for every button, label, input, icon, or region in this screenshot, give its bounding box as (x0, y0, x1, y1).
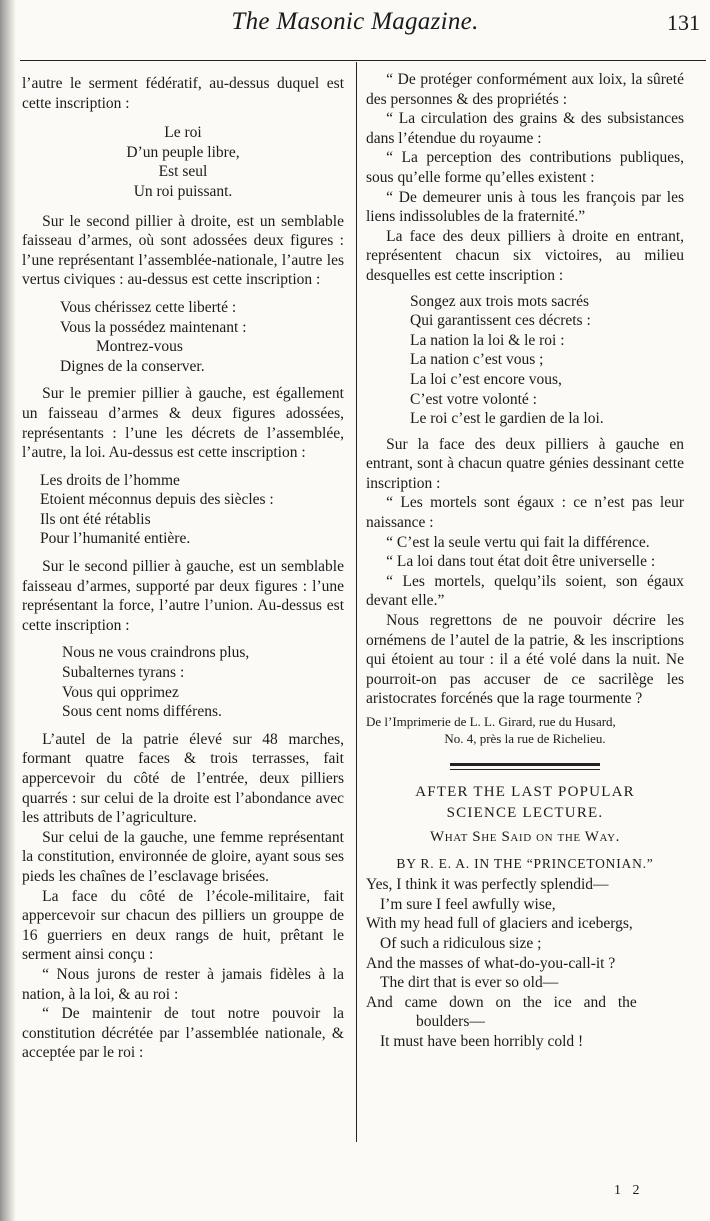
paragraph: “ Les mortels sont égaux : ce n’est pas leur naissance : (366, 494, 684, 532)
poem-line: And the masses of what-do-you-call-it ? (366, 954, 616, 972)
poem-line: boulders— (416, 1013, 485, 1031)
verse-line: Vous qui opprimez (62, 683, 179, 701)
article-title-line: AFTER THE LAST POPULAR (415, 784, 635, 800)
verse-line: La loi c’est encore vous, (410, 370, 562, 388)
binding-gutter (0, 0, 16, 1221)
inscription-verse (22, 123, 344, 201)
poem-line: I’m sure I feel awfully wise, (380, 895, 556, 913)
article-byline: BY R. E. A. IN THE “PRINCETONIAN.” (396, 855, 654, 871)
verse-line: Vous chérissez cette liberté : (60, 298, 237, 316)
paragraph: “ De maintenir de tout notre pouvoir la constitution décrétée par l’assemblée nationale, & acceptée par le roi : (22, 1005, 344, 1062)
poem-line: The dirt that is ever so old— (380, 974, 559, 992)
inscription-verse (22, 471, 344, 549)
paragraph: l’autre le serment fédératif, au-dessus duquel est cette inscription : (22, 75, 344, 112)
running-title: The Masonic Magazine. (231, 8, 479, 35)
paragraph: “ Nous jurons de rester à jamais fidèles à la nation, à la loi, & au roi : (22, 965, 344, 1003)
inscription-verse (22, 643, 344, 721)
paragraph: Nous regrettons de ne pouvoir décrire les ornémens de l’autel de la patrie, & les inscriptions qui étoient au tour : il a été volé dans la nuit. Ne pourroit-on pas accuser de ce sacrilège les aristocrates forcénés que la rage tourmente ? (366, 612, 684, 708)
verse-line: Songez aux trois mots sacrés (410, 292, 590, 310)
verse-line: Vous la possédez maintenant : (60, 318, 247, 336)
section-divider (450, 763, 600, 770)
paragraph: La face des deux pilliers à droite en entrant, représentent chacun six victoires, au milieu desquelles est cette inscription : (366, 227, 684, 284)
verse-line: Sous cent noms différens. (62, 703, 222, 721)
column-divider (356, 62, 357, 1142)
article-subtitle: What She Said on the Way. (430, 829, 620, 845)
poem (366, 875, 684, 1051)
verse-line: Le roi (164, 124, 202, 142)
paragraph: “ De protéger conformément aux loix, la sûreté des personnes & des propriétés : (366, 71, 684, 108)
paragraph: Sur le second pillier à droite, est un semblable faisseau d’armes, où sont adossées deux figures : l’une représentant l’assemblée-nationale, l’autre les vertus civiques : au-dessus est cette inscription : (22, 212, 344, 289)
inscription-verse (22, 298, 344, 376)
verse-line: Nous ne vous craindrons plus, (62, 644, 250, 662)
paragraph: “ La loi dans tout état doit être universelle : (386, 553, 656, 571)
poem-line: Of such a ridiculous size ; (380, 934, 542, 952)
signature-mark: 1 2 (614, 1183, 644, 1198)
verse-line: Les droits de l’homme (40, 471, 180, 489)
verse-line: Est seul (158, 163, 208, 181)
verse-line: La nation la loi & le roi : (410, 331, 565, 349)
paragraph: Sur le second pillier à gauche, est un semblable faisseau d’armes, supporté par deux figures : l’une représentant la force, l’autre l’union. Au-dessus est cette inscription : (22, 558, 344, 634)
paragraph: La face du côté de l’école-militaire, fait appercevoir sur chacun des pilliers un grouppe de 16 guerriers en deux rangs de huit, prêtant le serment ainsi conçu : (22, 887, 344, 964)
paragraph: Sur la face des deux pilliers à gauche en entrant, sont à chacun quatre génies dessinant cette inscription : (366, 435, 684, 492)
verse-line: Montrez-vous (96, 338, 183, 356)
imprint (366, 713, 684, 747)
divider-thick-rule (450, 763, 600, 766)
paragraph: “ Les mortels, quelqu’ils soient, son égaux devant elle.” (366, 572, 684, 610)
verse-line: Etoient méconnus depuis des siècles : (40, 491, 274, 509)
paragraph: “ De demeurer unis à tous les françois par les liens indissolubles de la fraternité.” (366, 188, 684, 226)
verse-line: Subalternes tyrans : (62, 664, 185, 682)
poem-line: Yes, I think it was perfectly splendid— (366, 876, 609, 894)
paragraph: “ La circulation des grains & des subsistances dans l’étendue du royaume : (366, 110, 684, 147)
poem-line: It must have been horribly cold ! (380, 1032, 584, 1050)
right-column (366, 70, 684, 1052)
verse-line: Pour l’humanité entière. (40, 530, 191, 548)
paragraph: “ C’est la seule vertu qui fait la différence. (386, 533, 650, 551)
divider-thin-rule (450, 769, 600, 770)
verse-line: La nation c’est vous ; (410, 351, 544, 369)
paragraph: L’autel de la patrie élevé sur 48 marches, formant quatre faces & trois terrasses, fait appercevoir du côté de l’entrée, deux pilliers quarrés : sur celui de la droite est l’abondance avec les attributs de l’agriculture. (22, 730, 344, 827)
paragraph: Sur le premier pillier à gauche, est égallement un faisseau d’armes & deux figures adossées, représentants : l’une les décrets de l’assemblée, l’autre, la loi. Au-dessus est cette inscription : (22, 385, 344, 462)
header-rule (20, 60, 706, 61)
verse-line: Le roi c’est le gardien de la loi. (410, 410, 604, 428)
verse-line: Qui garantissent ces décrets : (410, 312, 591, 330)
verse-line: Ils ont été rétablis (40, 510, 151, 528)
verse-line: C’est votre volonté : (410, 390, 537, 408)
paragraph: “ La perception des contributions publiques, sous qu’elle forme qu’elles existent : (366, 149, 684, 186)
verse-line: Un roi puissant. (133, 182, 233, 200)
left-column (22, 74, 344, 1063)
imprint-line: No. 4, près la rue de Richelieu. (444, 731, 606, 746)
paragraph: Sur celui de la gauche, une femme représentant la constitution, environnée de gloire, ayant sous ses pieds les chaînes de l’esclavage brisées. (22, 828, 344, 885)
imprint-line: De l’Imprimerie de L. L. Girard, rue du Husard, (366, 714, 616, 729)
poem-line: With my head full of glaciers and icebergs, (366, 915, 633, 933)
article-title-line: SCIENCE LECTURE. (446, 805, 604, 821)
article-title (366, 782, 684, 824)
page-header (0, 6, 710, 46)
verse-line: D’un peuple libre, (126, 143, 240, 161)
inscription-verse (366, 292, 684, 429)
page-number: 131 (667, 10, 700, 35)
poem-line: And came down on the ice and the (366, 993, 637, 1011)
verse-line: Dignes de la conserver. (60, 357, 205, 375)
